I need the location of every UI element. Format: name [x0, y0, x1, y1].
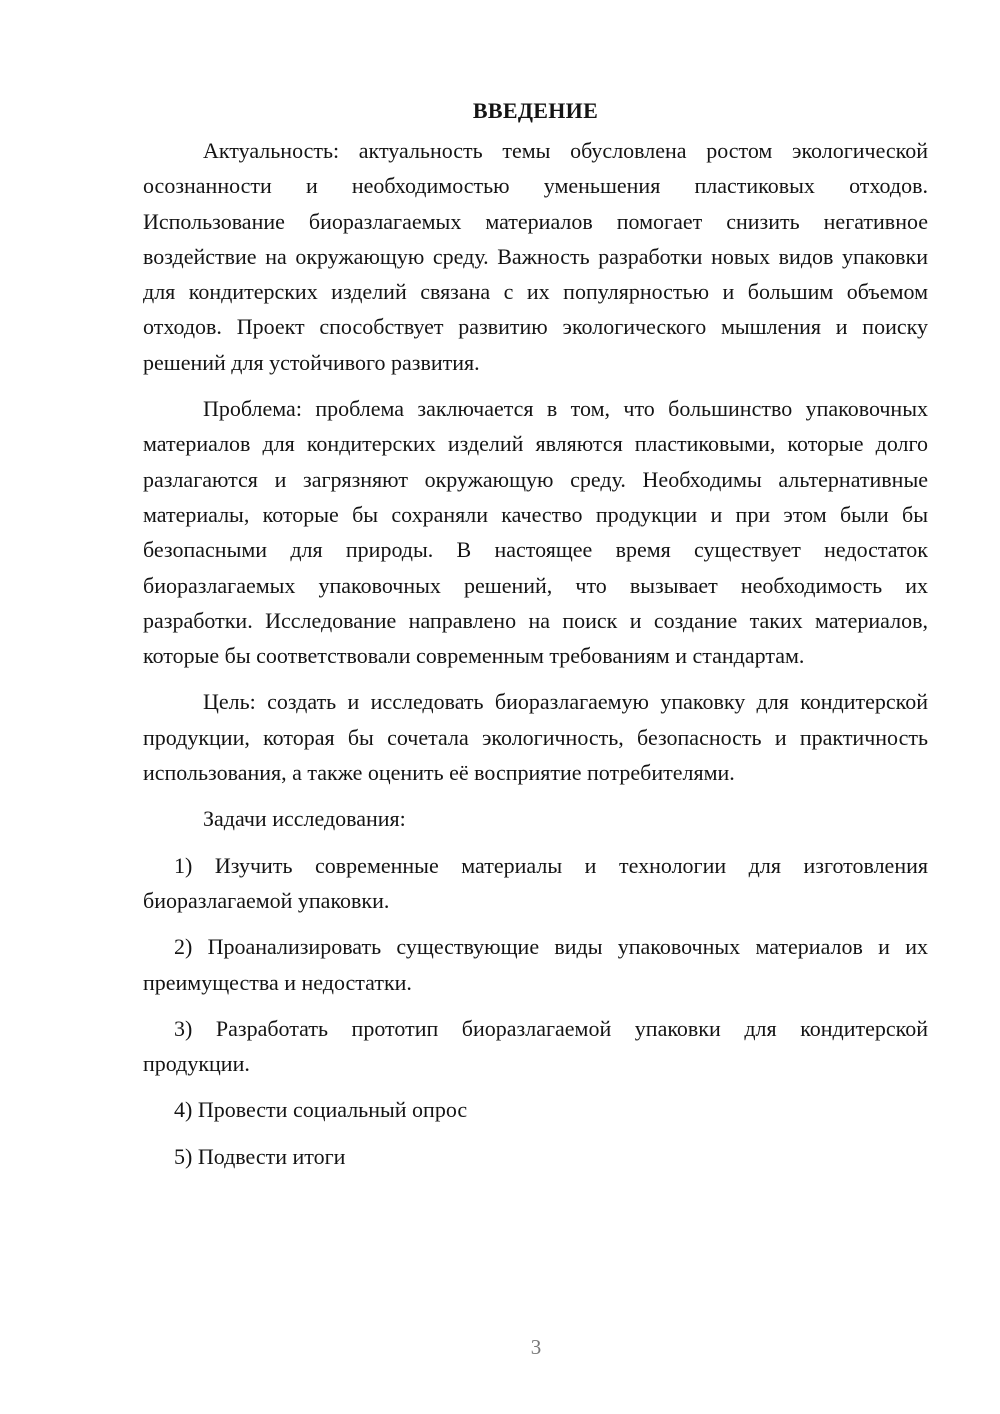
task-item-5: 5) Подвести итоги	[174, 1143, 346, 1169]
paragraph-goal: Цель: создать и исследовать биоразлагаемую упаковку для кондитерской продукции, которая бы сочетала экологичность, безопасность и практичность использования, а также оценить её восприятие потребителями.	[143, 689, 928, 786]
section-heading: ВВЕДЕНИЕ	[472, 98, 599, 123]
task-item-4: 4) Провести социальный опрос	[174, 1097, 468, 1123]
task-item-2: 2) Проанализировать существующие виды упаковочных материалов и их преимущества и недостатки.	[143, 934, 928, 995]
paragraph-problem: Проблема: проблема заключается в том, что большинство упаковочных материалов для кондитерских изделий являются пластиковыми, которые долго разлагаются и загрязняют окружающую среду. Необходимы альтернативные материалы, которые бы сохраняли качество продукции и при этом были бы безопасными для природы. В настоящее время существует недостаток биоразлагаемых упаковочных решений, что вызывает необходимость их разработки. Исследование направлено на поиск и создание таких материалов, которые бы соответствовали современным требованиям и стандартам.	[143, 396, 928, 669]
task-item-3: 3) Разработать прототип биоразлагаемой упаковки для кондитерской продукции.	[143, 1015, 928, 1077]
task-item-1: 1) Изучить современные материалы и технологии для изготовления биоразлагаемой упаковки.	[143, 852, 928, 913]
tasks-heading: Задачи исследования:	[203, 806, 406, 832]
page-number: 3	[530, 1335, 542, 1359]
paragraph-relevance: Актуальность: актуальность темы обусловлена ростом экологической осознанности и необходимостью уменьшения пластиковых отходов. Использование биоразлагаемых материалов помогает снизить негативное воздействие на окружающую среду. Важность разработки новых видов упаковки для кондитерских изделий связана с их популярностью и большим объемом отходов. Проект способствует развитию экологического мышления и поиску решений для устойчивого развития.	[143, 138, 928, 375]
page-content	[143, 93, 928, 1174]
